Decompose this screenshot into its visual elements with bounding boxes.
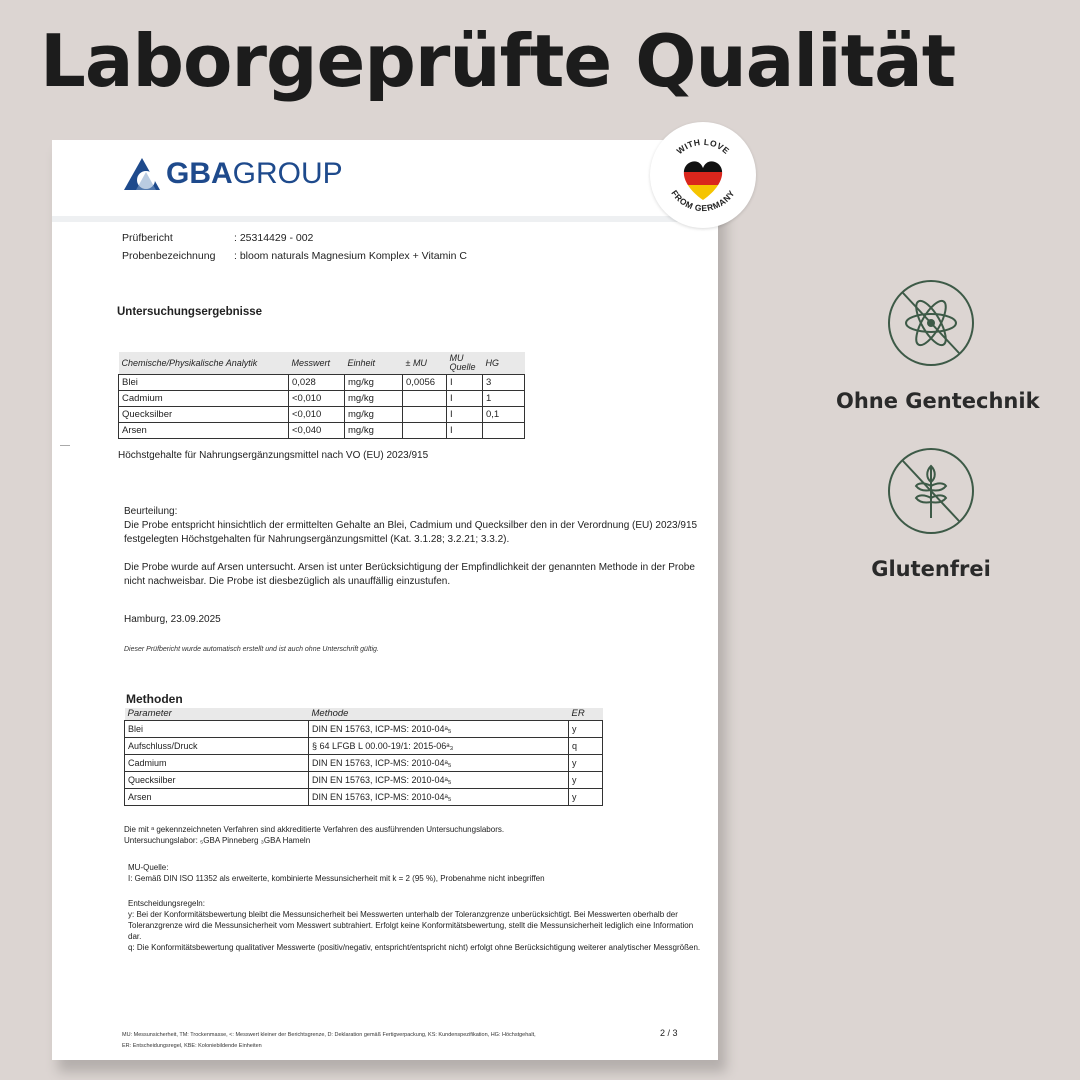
mu-source-text: I: Gemäß DIN ISO 11352 als erweiterte, kombinierte Messunsicherheit mit k = 2 (95 %), Probenahme nicht inbegriffen: [128, 874, 545, 883]
cell: I: [447, 423, 483, 439]
cell: Cadmium: [125, 754, 309, 771]
page-number: 2 / 3: [660, 1028, 678, 1038]
lab-report-document: [52, 140, 718, 1060]
table-row: [125, 771, 603, 788]
logo-gba: GBA: [166, 157, 233, 190]
no-gluten-wheat-icon: [886, 446, 976, 536]
cell: y: [569, 720, 603, 737]
table-row: [125, 720, 603, 737]
cell: [403, 407, 447, 423]
table-row: [119, 423, 525, 439]
cell: y: [569, 788, 603, 805]
feature-gluten-free: [836, 446, 1026, 581]
gba-triangle-icon: [122, 156, 162, 192]
max-level-note: Höchstgehalte für Nahrungsergänzungsmittel nach VO (EU) 2023/915: [118, 450, 429, 461]
svg-text:WITH LOVE: WITH LOVE: [674, 136, 732, 157]
margin-mark: [60, 445, 70, 446]
methods-header-row: [125, 708, 603, 720]
cell: mg/kg: [345, 391, 403, 407]
meta-key: Probenbezeichnung: [122, 250, 216, 262]
cell: mg/kg: [345, 407, 403, 423]
results-table: [118, 352, 525, 439]
cell: DIN EN 15763, ICP-MS: 2010-04ᵃ₅: [309, 720, 569, 737]
meta-row-report-number: [122, 229, 467, 247]
cell: DIN EN 15763, ICP-MS: 2010-04ᵃ₅: [309, 788, 569, 805]
cell: 0,028: [289, 375, 345, 391]
meta-key: Prüfbericht: [122, 232, 173, 244]
cell: mg/kg: [345, 375, 403, 391]
table-row: [119, 407, 525, 423]
made-in-germany-badge: [650, 122, 756, 228]
report-meta: [122, 229, 467, 265]
report-header: [52, 140, 718, 222]
col-header: HG: [483, 352, 525, 375]
cell: [403, 423, 447, 439]
assessment-heading: Beurteilung:: [124, 506, 178, 517]
decision-rules-section: [128, 898, 708, 953]
col-header: ER: [569, 708, 603, 720]
cell: I: [447, 391, 483, 407]
methods-table: [124, 708, 603, 806]
assessment-section: [124, 505, 704, 603]
cell: Blei: [125, 720, 309, 737]
meta-value: : 25314429 - 002: [234, 232, 314, 244]
accreditation-note: [124, 824, 504, 846]
col-header: Messwert: [289, 352, 345, 375]
cell: <0,010: [289, 391, 345, 407]
table-row: [119, 375, 525, 391]
cell: I: [447, 375, 483, 391]
cell: 3: [483, 375, 525, 391]
cell: Arsen: [119, 423, 289, 439]
table-row: [119, 391, 525, 407]
cell: y: [569, 754, 603, 771]
cell: [483, 423, 525, 439]
methods-title: Methoden: [126, 692, 183, 706]
svg-text:FROM GERMANY: FROM GERMANY: [669, 188, 737, 214]
col-header: Methode: [309, 708, 569, 720]
mu-source-section: [128, 862, 545, 884]
logo-group: GROUP: [232, 157, 343, 190]
meta-value: : bloom naturals Magnesium Komplex + Vitamin C: [234, 250, 467, 262]
cell: § 64 LFGB L 00.00-19/1: 2015-06ᵃ₃: [309, 737, 569, 754]
col-header: Parameter: [125, 708, 309, 720]
cell: Arsen: [125, 788, 309, 805]
col-header: MU Quelle: [447, 352, 483, 375]
auto-generated-note: Dieser Prüfbericht wurde automatisch erstellt und ist auch ohne Unterschrift gültig.: [124, 646, 379, 653]
col-header: Chemische/Physikalische Analytik: [119, 352, 289, 375]
cell: DIN EN 15763, ICP-MS: 2010-04ᵃ₅: [309, 754, 569, 771]
cell: <0,010: [289, 407, 345, 423]
footer-line: MU: Messunsicherheit, TM: Trockenmasse, <: Messwert kleiner der Berichtsgrenze, D: Deklaration gemäß Fertigverpackung, KS: Kundenspezifikation, HG: Höchstgehalt,: [122, 1032, 536, 1038]
report-footer: [122, 1030, 682, 1052]
place-date: Hamburg, 23.09.2025: [124, 614, 221, 625]
results-header-row: [119, 352, 525, 375]
cell: y: [569, 771, 603, 788]
feature-no-gmo: [836, 278, 1040, 413]
col-header: Einheit: [345, 352, 403, 375]
table-row: [125, 737, 603, 754]
cell: q: [569, 737, 603, 754]
cell: <0,040: [289, 423, 345, 439]
decision-rules-heading: Entscheidungsregeln:: [128, 899, 205, 908]
feature-label: Ohne Gentechnik: [836, 389, 1040, 413]
cell: Quecksilber: [119, 407, 289, 423]
feature-label: Glutenfrei: [871, 557, 991, 581]
cell: [403, 391, 447, 407]
gba-group-logo: [122, 154, 343, 194]
cell: DIN EN 15763, ICP-MS: 2010-04ᵃ₅: [309, 771, 569, 788]
table-row: [125, 788, 603, 805]
meta-row-sample-name: [122, 247, 467, 265]
accreditation-line: Die mit ᵃ gekennzeichneten Verfahren sind akkreditierte Verfahren des ausführenden Untersuchungslabors.: [124, 825, 505, 834]
page-headline: Laborgeprüfte Qualität: [40, 19, 956, 103]
cell: Blei: [119, 375, 289, 391]
assessment-paragraph-2: Die Probe wurde auf Arsen untersucht. Arsen ist unter Berücksichtigung der Empfindlichkeit der genannten Methode in der Probe nicht nachweisbar. Die Probe ist diesbezüglich als unauffällig einzustufen.: [124, 562, 695, 587]
cell: I: [447, 407, 483, 423]
cell: 0,1: [483, 407, 525, 423]
cell: 1: [483, 391, 525, 407]
no-gmo-atom-icon: [886, 278, 976, 368]
footer-line: ER: Entscheidungsregel, KBE: Koloniebildende Einheiten: [122, 1043, 262, 1049]
table-row: [125, 754, 603, 771]
cell: Aufschluss/Druck: [125, 737, 309, 754]
col-header: ± MU: [403, 352, 447, 375]
assessment-paragraph-1: Die Probe entspricht hinsichtlich der ermittelten Gehalte an Blei, Cadmium und Quecksilber den in der Verordnung (EU) 2023/915 festgelegten Höchstgehalten für Nahrungsergänzungsmittel (Kat. 3.1.28; 3.2.21; 3.3.2).: [124, 520, 698, 545]
cell: Quecksilber: [125, 771, 309, 788]
decision-rule-y: y: Bei der Konformitätsbewertung bleibt die Messunsicherheit bei Messwerten unterhalb der Toleranzgrenze unberücksichtigt. Bei Messwerten oberhalb der Toleranzgrenze wird die Messunsicherheit vom Messwert subtrahiert. Erfolgt keine Konformitätsbewertung, stellt die Messunsicherheit lediglich eine Information dar.: [128, 910, 694, 941]
cell: Cadmium: [119, 391, 289, 407]
lab-line: Untersuchungslabor: ₅GBA Pinneberg ₃GBA Hameln: [124, 836, 311, 845]
cell: 0,0056: [403, 375, 447, 391]
mu-source-heading: MU-Quelle:: [128, 863, 169, 872]
decision-rule-q: q: Die Konformitätsbewertung qualitativer Messwerte (positiv/negativ, entspricht/entspricht nicht) erfolgt ohne Berücksichtigung weiterer analytischer Messgrößen.: [128, 943, 701, 952]
heart-germany-flag-icon: [650, 122, 756, 228]
cell: mg/kg: [345, 423, 403, 439]
results-title: Untersuchungsergebnisse: [117, 306, 263, 318]
